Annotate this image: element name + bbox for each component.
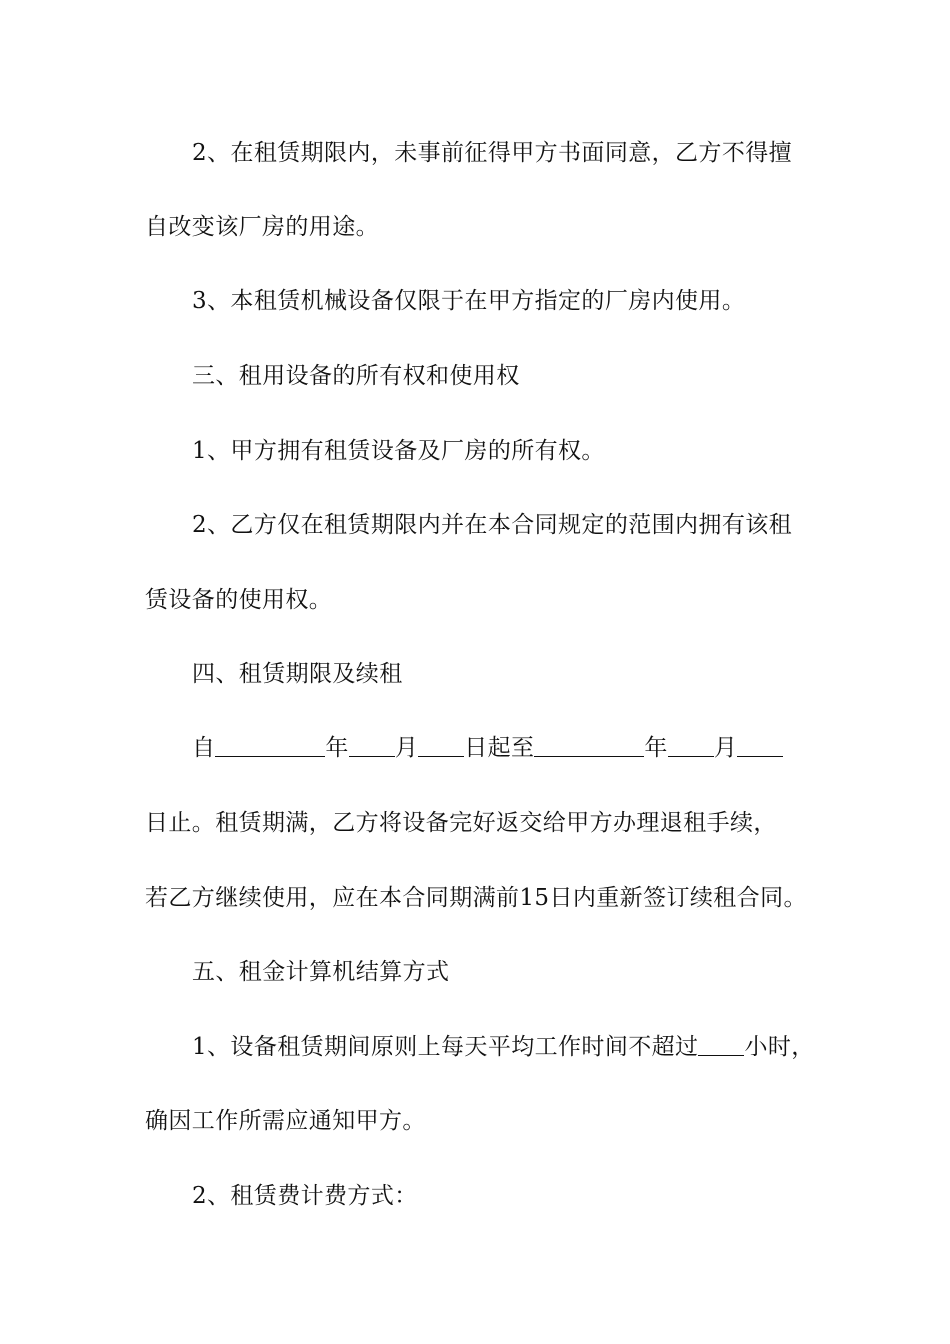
year-label: 年 [325,735,349,761]
month-label-2: 月 [713,735,738,761]
start-day-blank [418,730,464,757]
lease-period-line [145,728,862,768]
paragraph-line: 若乙方继续使用，应在本合同期满前15日内重新签订续租合同。 [145,885,807,911]
section-heading: 三、租用设备的所有权和使用权 [192,363,520,389]
paragraph-line: 确因工作所需应通知甲方。 [145,1108,426,1134]
section-heading: 四、租赁期限及续租 [192,661,403,687]
paragraph-line: 3、本租赁机械设备仅限于在甲方指定的厂房内使用。 [192,288,746,314]
month-label: 月 [394,735,419,761]
year-label-2: 年 [644,735,668,761]
paragraph-line: 日止。租赁期满，乙方将设备完好返交给甲方办理退租手续， [145,810,777,836]
end-day-blank [737,730,783,757]
start-month-blank [349,730,395,757]
paragraph-line: 2、在租赁期限内，未事前征得甲方书面同意，乙方不得擅 [192,140,793,166]
date-from-label: 自 [192,735,216,761]
section-heading: 五、租金计算机结算方式 [192,959,450,985]
end-month-blank [668,730,714,757]
paragraph-line: 2、乙方仅在租赁期限内并在本合同规定的范围内拥有该租 [192,512,793,538]
paragraph-line: 1、甲方拥有租赁设备及厂房的所有权。 [192,438,605,464]
hours-blank [698,1029,744,1056]
paragraph-line: 2、租赁费计费方式： [192,1183,418,1209]
hours-prefix: 1、设备租赁期间原则上每天平均工作时间不超过 [192,1034,699,1060]
work-hours-line [145,1027,862,1067]
start-year-blank [215,730,325,757]
paragraph-line: 赁设备的使用权。 [145,587,333,613]
hours-suffix: 小时， [744,1034,815,1060]
end-year-blank [534,730,644,757]
paragraph-line: 自改变该厂房的用途。 [145,214,379,240]
day-start-label: 日起至 [464,735,535,761]
